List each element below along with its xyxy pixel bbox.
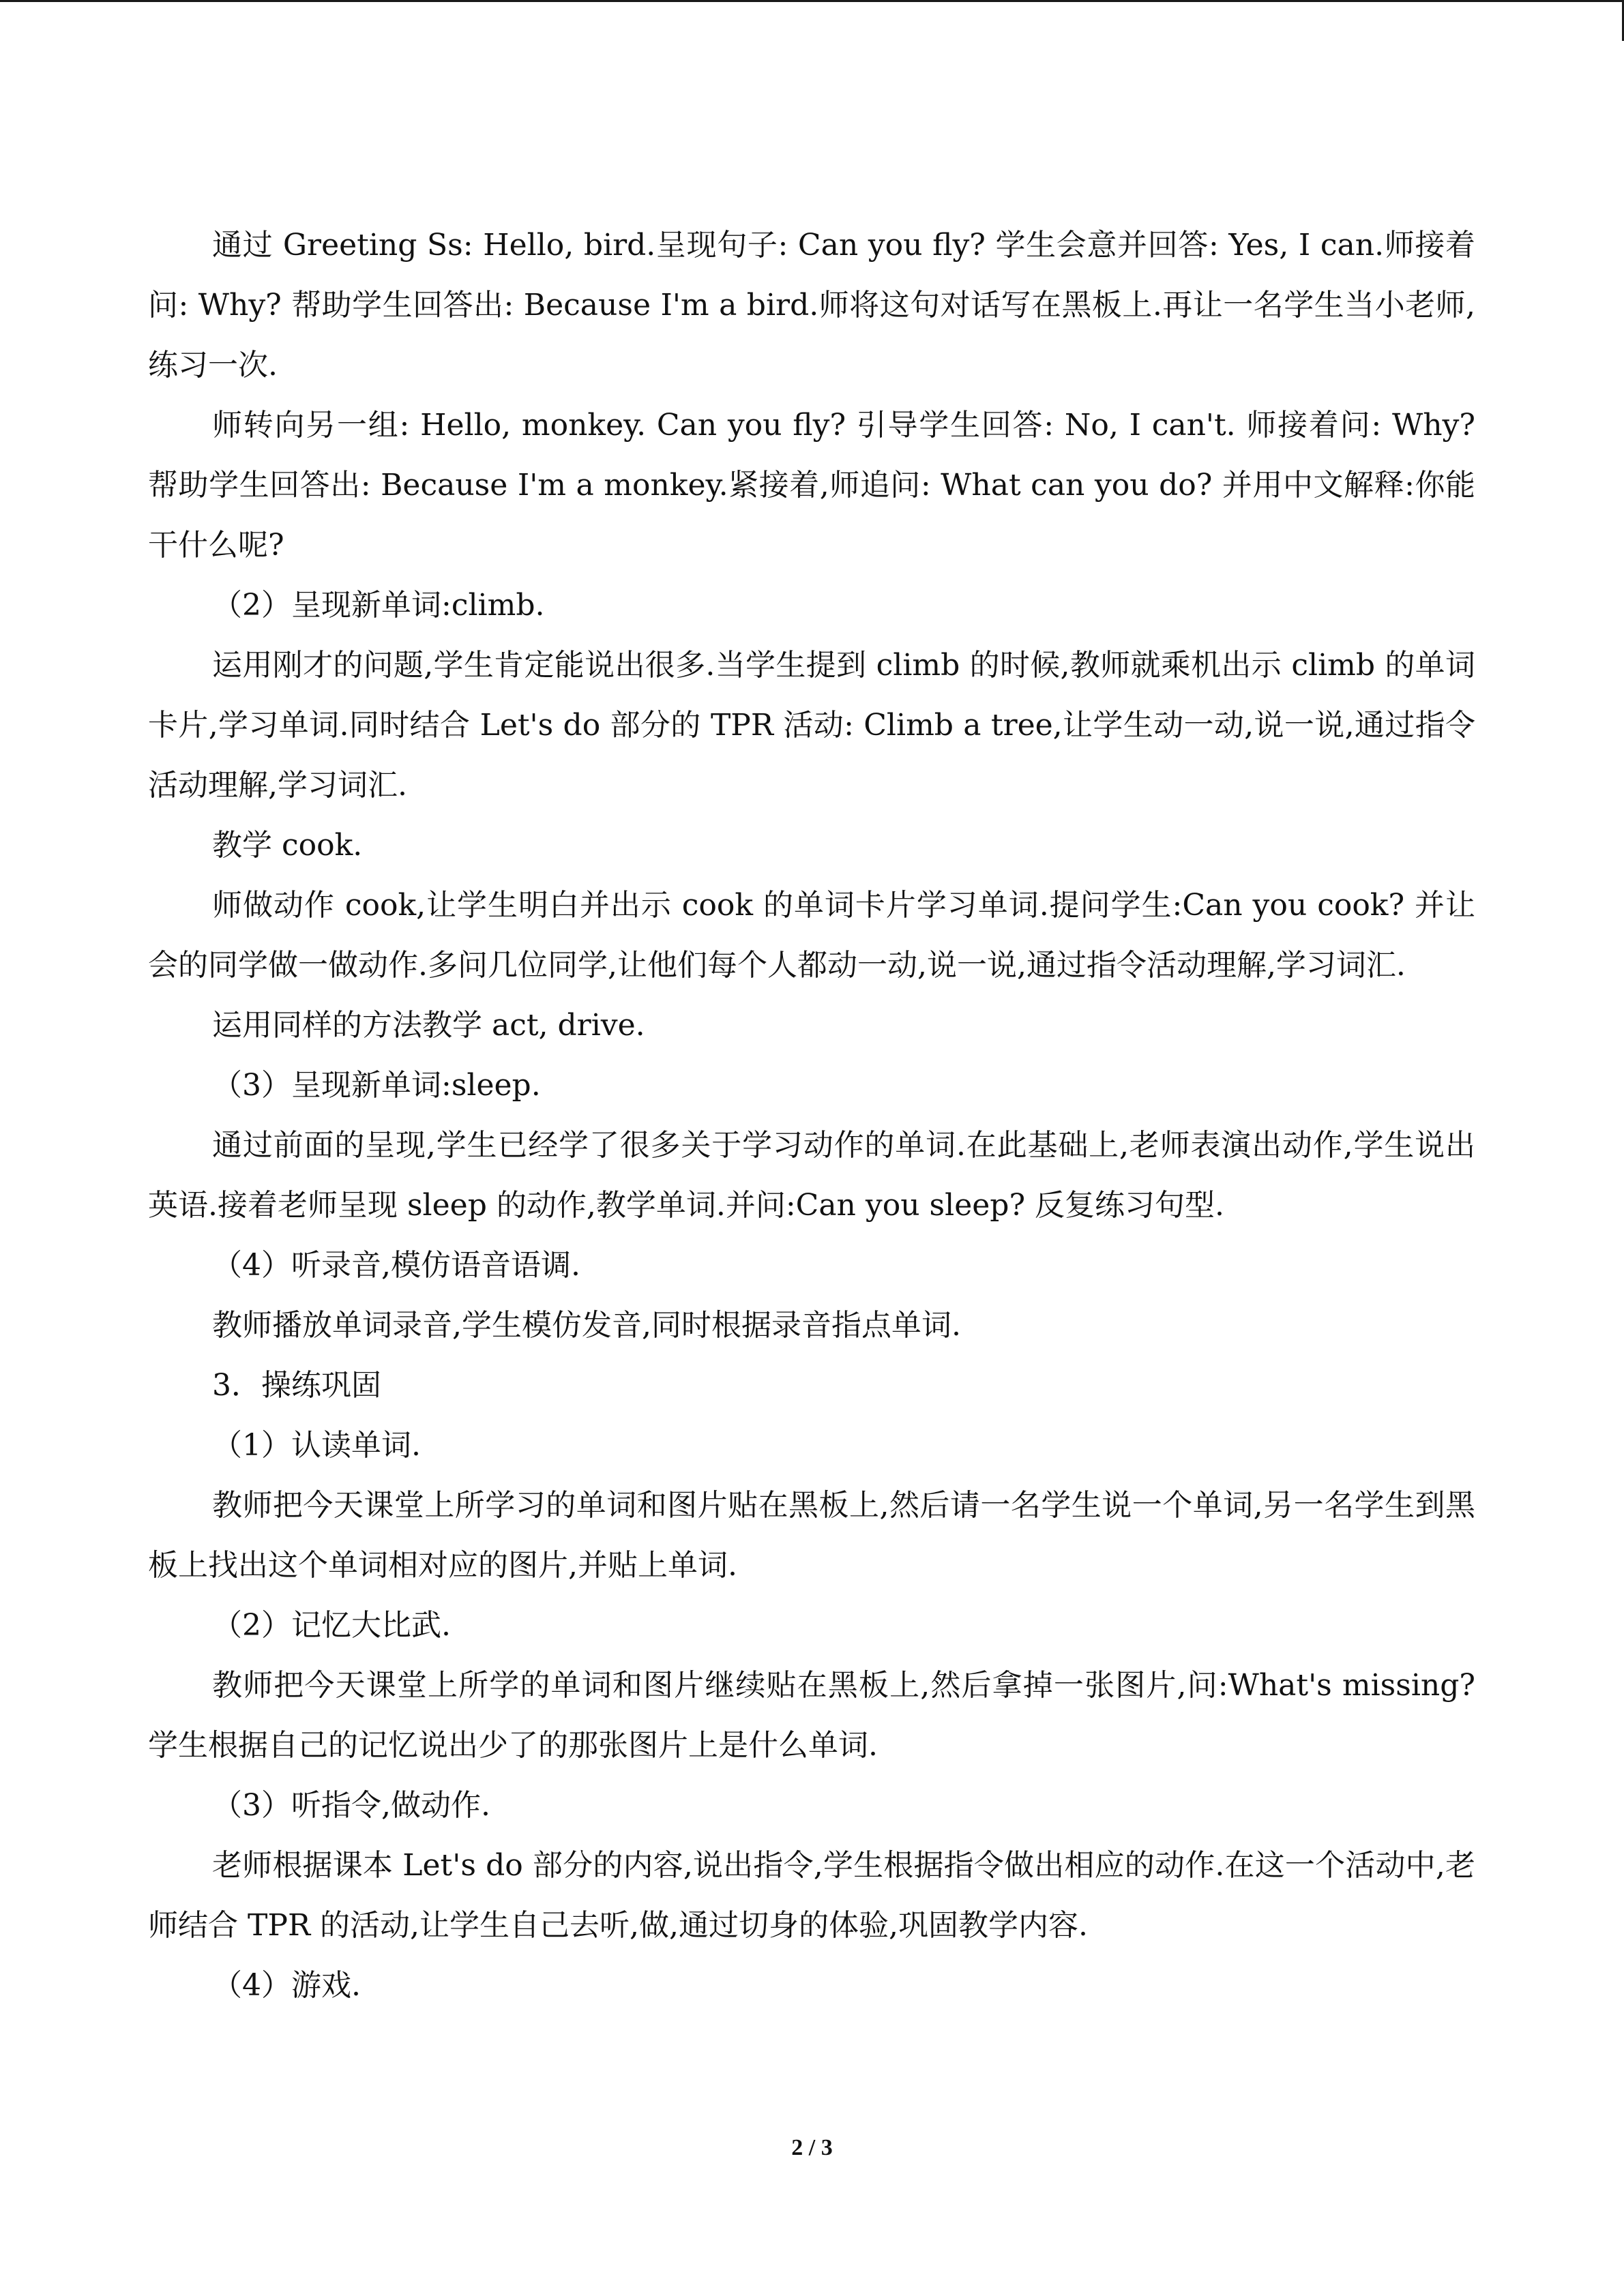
paragraph-teach-cook: 教学 cook. (212, 828, 363, 863)
section-heading-practice: 3．操练巩固 (212, 1368, 381, 1403)
paragraph-act-drive: 运用同样的方法教学 act, drive. (212, 1008, 645, 1043)
heading-memory-contest: （2）记忆大比武. (212, 1608, 451, 1643)
heading-listen: （4）听录音,模仿语音语调. (212, 1248, 580, 1283)
paragraph-listen-act: 老师根据课本 Let's do 部分的内容,说出指令,学生根据指令做出相应的动作.在这一个活动中,老师结合 TPR 的活动,让学生自己去听,做,通过切身的体验,巩固教学内容. (148, 1848, 1475, 1943)
paragraph-greeting: 通过 Greeting Ss: Hello, bird.呈现句子: Can you fly? 学生会意并回答: Yes, I can.师接着问: Why? 帮助学生回答出: Because I'm a bird.师将这句对话写在黑板上.再让一名学生当小老师,练习一次. (148, 228, 1475, 383)
page-number: 2 / 3 (791, 2135, 833, 2160)
paragraph-read-words: 教师把今天课堂上所学习的单词和图片贴在黑板上,然后请一名学生说一个单词,另一名学生到黑板上找出这个单词相对应的图片,并贴上单词. (148, 1488, 1475, 1583)
paragraph-memory-contest: 教师把今天课堂上所学的单词和图片继续贴在黑板上,然后拿掉一张图片,问:What's missing? 学生根据自己的记忆说出少了的那张图片上是什么单词. (148, 1668, 1475, 1763)
heading-climb: （2）呈现新单词:climb. (212, 588, 545, 623)
heading-listen-act: （3）听指令,做动作. (212, 1788, 490, 1823)
page-top-border (0, 0, 1624, 2)
heading-sleep: （3）呈现新单词:sleep. (212, 1068, 541, 1103)
paragraph-sleep: 通过前面的呈现,学生已经学了很多关于学习动作的单词.在此基础上,老师表演出动作,学生说出英语.接着老师呈现 sleep 的动作,教学单词.并问:Can you sleep? 反复练习句型. (148, 1128, 1475, 1223)
paragraph-listen: 教师播放单词录音,学生模仿发音,同时根据录音指点单词. (212, 1308, 961, 1343)
paragraph-monkey: 师转向另一组: Hello, monkey. Can you fly? 引导学生回答: No, I can't. 师接着问: Why? 帮助学生回答出: Because I'm a monkey.紧接着,师追问: What can you do? 并用中文解释:你能干什么呢? (148, 408, 1475, 563)
paragraph-cook: 师做动作 cook,让学生明白并出示 cook 的单词卡片学习单词.提问学生:Can you cook? 并让会的同学做一做动作.多问几位同学,让他们每个人都动一动,说一说,通过指令活动理解,学习词汇. (148, 888, 1475, 983)
heading-read-words: （1）认读单词. (212, 1428, 421, 1463)
heading-game: （4）游戏. (212, 1968, 361, 2003)
document-body (148, 215, 1475, 2016)
paragraph-climb: 运用刚才的问题,学生肯定能说出很多.当学生提到 climb 的时候,教师就乘机出示 climb 的单词卡片,学习单词.同时结合 Let's do 部分的 TPR 活动: Climb a tree,让学生动一动,说一说,通过指令活动理解,学习词汇. (148, 648, 1475, 803)
